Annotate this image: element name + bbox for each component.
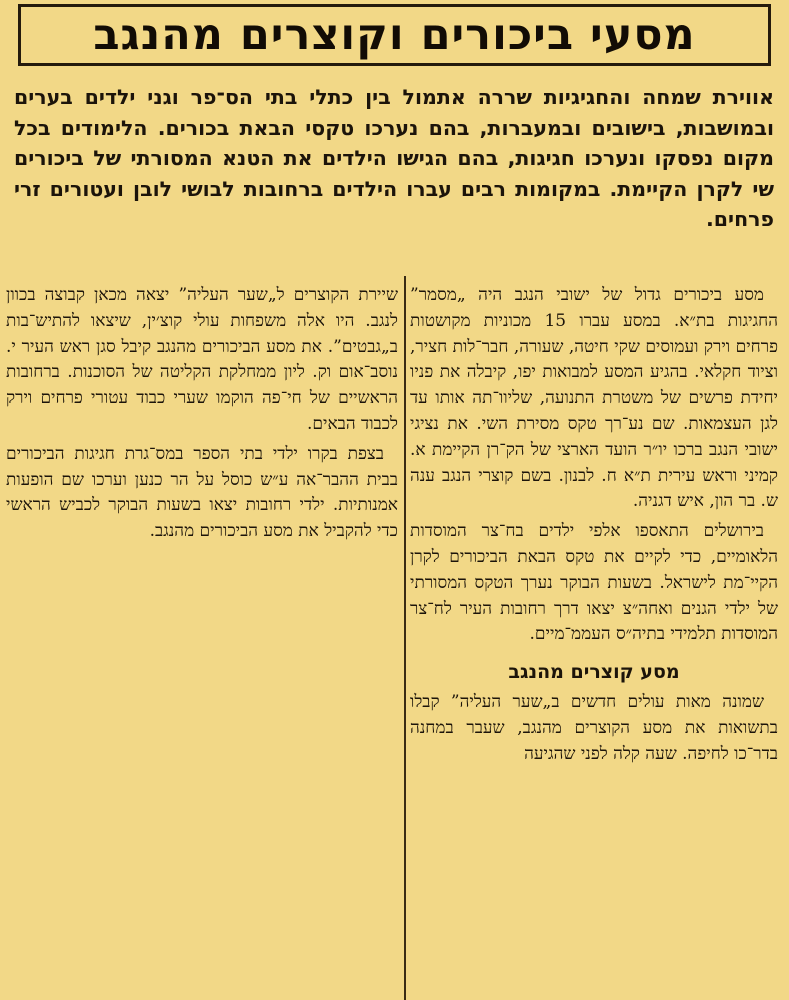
headline: מסעי ביכורים וקוצרים מהנגב: [93, 10, 696, 60]
lead-paragraph: אווירת שמחה והחגיגיות שררה אתמול בין כתלי בתי הס־פר וגני ילדים בערים ובמושבות, בישובים ובמעברות, בהם נערכו טקסי הבאת בכורים. הלימודים בכל מקום נפסקו ונערכו חגיגות, בהם הגישו הילדים את הטנא המסורתי של ביכורים שי לקרן הקיימת. במקומות רבים עברו הילדים ברחובות לבושי לובן ועטורים זרי פרחים.: [14, 85, 774, 231]
article-paragraph: בירושלים התאספו אלפי ילדים בח־צר המוסדות הלאומיים, כדי לקיים את טקס הבאת הביכורים לקרן הקיי־מת לישראל. בשעות הבוקר נערך הטקס המסורתי של ילדי הגנים ואחה״צ יצאו דרך רחובות העיר לח־צר המוסדות תלמידי בתיה״ס העממ־מיים.: [410, 521, 778, 645]
headline-box: [18, 4, 771, 66]
article-paragraph: שיירת הקוצרים ל„שער העליה” יצאה מכאן קבוצה בכוון לנגב. היו אלה משפחות עולי קוצ׳ין, שיצאו להתיש־בות ב„גבטים”. את מסע הביכורים מהנגב קיבל סגן ראש העיר י. נוסב־אום וק. ליון ממחלקת הקליטה של הסוכנות. ברחובות הראשיים של חי־פה הוקמו שערי כבוד עטורי פרחים וירק לכבוד הבאים.: [6, 285, 398, 434]
right-column: [410, 283, 778, 768]
column-divider: [404, 276, 406, 1000]
left-column: [6, 283, 398, 545]
article-paragraph: שמונה מאות עולים חדשים ב„שער העליה” קבלו בתשואות את מסע הקוצרים מהנגב, שעבר במחנה בדר־כו לחיפה. שעה קלה לפני שהגיעה: [410, 692, 778, 764]
article-paragraph: מסע ביכורים גדול של ישובי הנגב היה „מסמר” החגיגות בת״א. במסע עברו 15 מכוניות מקושטות פרחים וירק ועמוסים שקי חיטה, שעורה, חבר־לות חציר, וציוד חקלאי. בהגיע המסע למבואות יפו, קיבלה את פניו יחידת פרשים של משטרת התנועה, שליוו־תה אותו עד לגן העצמאות. שם נע־רך טקס מסירת השי. את נציגי ישובי הנגב ברכו יו״ר הועד הארצי של הק־רן הקיימת א. קמיני וראש עירית ת״א ח. לבנון. בשם קוצרי הנגב ענה ש. בר הון, איש דגניה.: [410, 285, 778, 512]
article-paragraph: בצפת בקרו ילדי בתי הספר במס־גרת חגיגות הביכורים בבית ההבר־אה ע״ש כוסל על הר כנען וערכו שם הופעות אמנותיות. ילדי רחובות יצאו בשעות הבוקר לכביש הראשי כדי להקביל את מסע הביכורים מהנגב.: [6, 443, 398, 542]
subheading: מסע קוצרים מהנגב: [508, 661, 680, 684]
